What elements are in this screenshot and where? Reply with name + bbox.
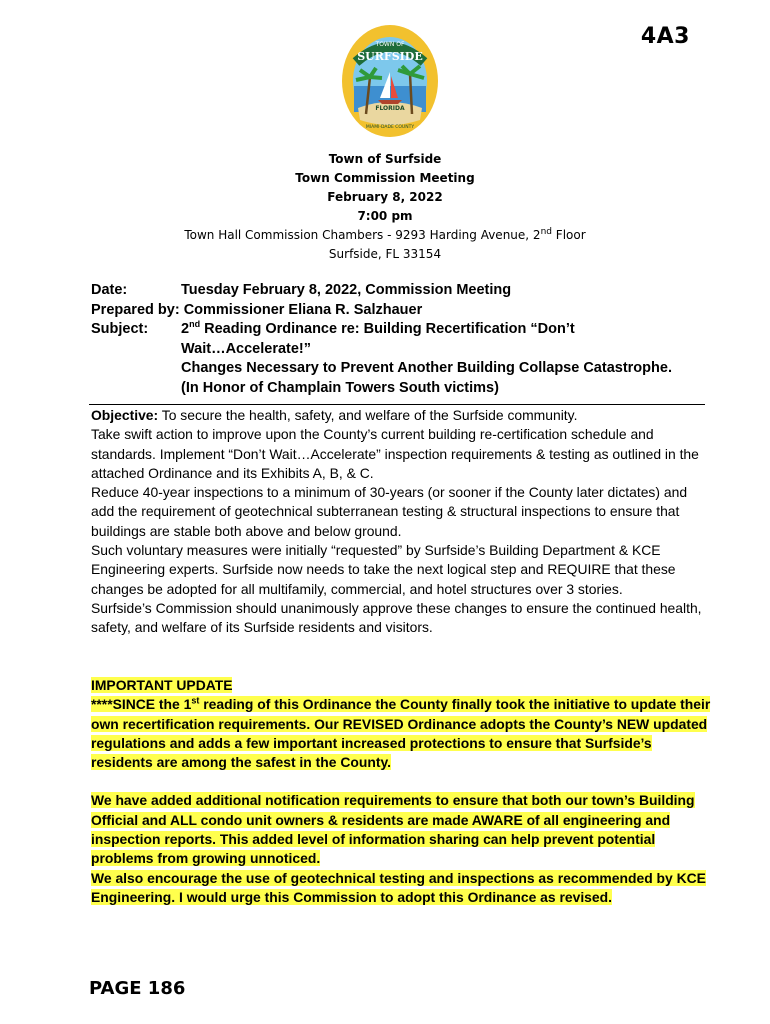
location-text: Town Hall Commission Chambers - 9293 Harding Avenue, 2 [184,228,541,242]
objective-label: Objective: [91,407,159,423]
objective-paragraph-1: Take swift action to improve upon the County’s current building re-certification schedule and standards. Implement “Don’t Wait…Accelerate” inspection requirements & testing as outlined in the attached Ordinance and its Exhibits A, B, & C. [91,426,699,481]
subject-line-2: Wait…Accelerate!” [181,340,312,357]
section-divider [89,404,705,405]
update-p1-start: ****SINCE the 1 [91,696,192,713]
location-floor: Floor [551,228,586,242]
subject-line-4: (In Honor of Champlain Towers South victims) [181,379,499,396]
subject-line-3: Changes Necessary to Prevent Another Building Collapse Catastrophe. [181,360,672,376]
update-paragraph-3: We also encourage the use of geotechnical testing and inspections as recommended by KCE Engineering. I would urge this Commission to adopt this Ordinance as revised. [91,869,706,905]
subject-sup: nd [189,319,201,330]
subject-num: 2 [181,321,190,337]
town-name: Town of Surfside [328,152,442,166]
document-code: 4A3 [640,24,690,49]
prepared-label: Prepared by: [91,301,180,318]
page-number: PAGE 186 [89,978,186,999]
date-value: Tuesday February 8, 2022, Commission Meeting [181,282,512,298]
prepared-value: Commissioner Eliana R. Salzhauer [183,301,423,318]
memo-meta [91,281,711,398]
date-label: Date: [91,282,128,298]
important-update-section [91,676,711,907]
seal-county-text: MIAMI-DADE COUNTY [365,125,415,130]
location-sup: nd [540,227,552,237]
meeting-city: Surfside, FL 33154 [328,247,442,261]
subject-label: Subject: [91,321,149,337]
objective-paragraph-4: Surfside’s Commission should unanimously approve these changes to ensure the continued health, safety, and welfare of its Surfside residents and visitors. [91,599,702,636]
update-paragraph-1 [91,696,710,770]
meeting-date: February 8, 2022 [327,190,443,204]
subject-line-1: Reading Ordinance re: Building Recertification “Don’t [200,321,575,337]
meeting-name: Town Commission Meeting [295,171,475,185]
meeting-time: 7:00 pm [357,209,413,223]
town-seal-logo [340,22,440,140]
objective-paragraph-2: Reduce 40-year inspections to a minimum of 30-years (or sooner if the County later dictates) and add the requirement of geotechnical subterranean testing & structural inspections to ensure that buildings are stable both above and below ground. [91,484,688,539]
objective-paragraph-3: Such voluntary measures were initially “requested” by Surfside’s Building Department & KCE Engineering experts. Surfside now needs to take the next logical step and REQUIRE that these changes be adopted for all multifamily, commercial, and hotel structures over 3 stories. [91,542,676,597]
update-paragraph-2: We have added additional notification requirements to ensure that both our town’s Building Official and ALL condo unit owners & residents are made AWARE of all engineering and inspection reports. This added level of information sharing can help prevent potential problems from growing unnoticed. [91,792,695,867]
seal-state-text: FLORIDA [375,105,405,112]
subject-value [181,320,711,398]
update-title: IMPORTANT UPDATE [91,677,233,693]
update-p1-sup: st [191,695,200,706]
objective-text: To secure the health, safety, and welfare of the Surfside community. [158,407,578,423]
seal-name-text: SURFSIDE [357,50,423,63]
seal-top-text: TOWN OF [375,41,405,48]
meeting-header [0,150,770,264]
objective-section [91,406,711,638]
update-p1-rest: reading of this Ordinance the County finally took the initiative to update their own recertification requirements. Our REVISED Ordinance adopts the County’s NEW updated regulations and adds a few important increased protections to ensure that Surfside’s residents are among the safest in the County. [91,696,711,771]
meeting-location [0,226,770,245]
